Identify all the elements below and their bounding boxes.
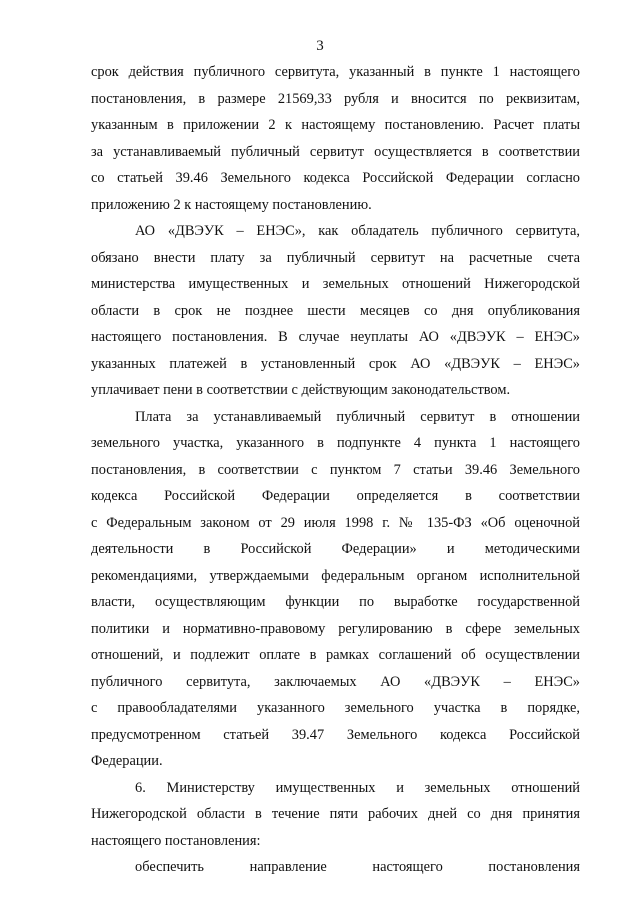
text-line: деятельности в Российской Федерации» и методическими [91,541,580,557]
text-line: обязано внести плату за публичный сервитут на расчетные счета [91,249,580,266]
text-line: уплачивает пени в соответствии с действующим законодательством. [91,382,511,398]
text-line: предусмотренном статьей 39.47 Земельного кодекса Российской [91,726,580,743]
document-body [91,59,580,881]
text-line: с правообладателями указанного земельного участка в порядке, [91,700,580,716]
paragraph-payment-obligation [91,218,580,404]
text-line: АО «ДВЭУК – ЕНЭС», как обладатель публичного сервитута, [135,223,580,239]
text-line: указанным в приложении 2 к настоящему постановлению. Расчет платы [91,117,580,133]
text-line: постановления, в соответствии с пунктом 7 статьи 39.46 Земельного [91,461,580,478]
text-line: власти, осуществляющим функции по выработке государственной [91,594,580,610]
text-line: кодекса Российской Федерации определяется в соответствии [91,488,580,504]
text-line: земельного участка, указанного в подпункте 4 пункта 1 настоящего [91,435,580,451]
text-line: министерства имущественных и земельных отношений Нижегородской [91,276,580,292]
paragraph-servitude-fee [91,404,580,775]
text-line: публичного сервитута, заключаемых АО «ДВЭУК – ЕНЭС» [91,673,580,690]
text-line: политики и нормативно-правовому регулированию в сфере земельных [91,620,580,637]
text-line: настоящего постановления. В случае неуплаты АО «ДВЭУК – ЕНЭС» [91,329,580,345]
text-line: указанных платежей в установленный срок АО «ДВЭУК – ЕНЭС» [91,355,580,372]
text-line: обеспечить направление настоящего постановления [135,859,580,875]
text-line: области в срок не позднее шести месяцев со дня опубликования [91,302,580,319]
page-number: 3 [316,38,324,54]
text-line: постановления, в размере 21569,33 рубля и вносится по реквизитам, [91,90,580,107]
text-line: с Федеральным законом от 29 июля 1998 г. № 135-ФЗ «Об оценочной [91,514,580,531]
text-line: отношений, и подлежит оплате в рамках соглашений об осуществлении [91,647,580,663]
text-line: приложению 2 к настоящему постановлению. [91,196,372,213]
text-line: настоящего постановления: [91,832,261,849]
text-line: Нижегородской области в течение пяти рабочих дней со дня принятия [91,806,580,822]
text-line: Плата за устанавливаемый публичный сервитут в отношении [135,408,580,425]
paragraph-payment-term [91,59,580,218]
text-line: со статьей 39.46 Земельного кодекса Российской Федерации согласно [91,170,580,186]
paragraph-item-6-subitem [91,854,580,881]
paragraph-item-6 [91,775,580,855]
text-line: Федерации. [91,753,163,769]
text-line: 6. Министерству имущественных и земельных отношений [135,779,580,796]
text-line: за устанавливаемый публичный сервитут осуществляется в соответствии [91,143,580,160]
text-line: срок действия публичного сервитута, указанный в пункте 1 настоящего [91,64,580,80]
text-line: рекомендациями, утверждаемыми федеральным органом исполнительной [91,567,580,584]
